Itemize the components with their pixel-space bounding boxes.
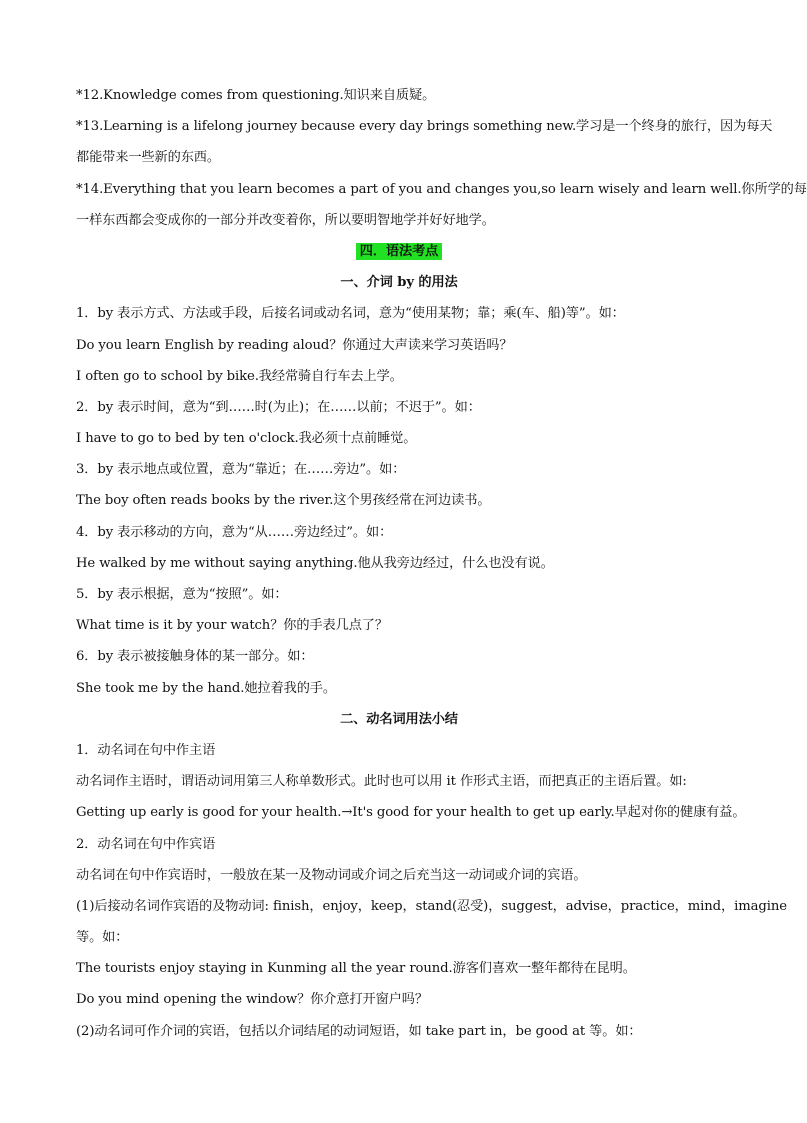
text-line: 2．动名词在句中作宾语 bbox=[76, 836, 216, 852]
section-heading-label: 四．语法考点 bbox=[356, 243, 443, 260]
text-line: 动名词作主语时，谓语动词用第三人称单数形式。此时也可以用 it 作形式主语，而把真正的主语后置。如: bbox=[76, 774, 687, 790]
text-line: Do you learn English by reading aloud？你通过大声读来学习英语吗？ bbox=[76, 337, 513, 353]
text-line: What time is it by your watch？你的手表几点了？ bbox=[76, 618, 388, 634]
text-line: (2)动名词可作介词的宾语，包括以介词结尾的动词短语，如 take part in，be good at 等。如： bbox=[76, 1023, 642, 1039]
text-line: Do you mind opening the window？你介意打开窗户吗？ bbox=[76, 992, 428, 1008]
text-line: (1)后接动名词作宾语的及物动词: finish，enjoy，keep，stand(忍受)，suggest，advise，practice，mind，imagine bbox=[76, 898, 787, 914]
text-line: 6．by 表示被接触身体的某一部分。如： bbox=[76, 649, 314, 665]
text-line: *14.Everything that you learn becomes a part of you and changes you,so learn wisely and learn well.你所学的每 bbox=[76, 181, 807, 197]
text-line: 都能带来一些新的东西。 bbox=[76, 150, 220, 166]
text-line: Getting up early is good for your health.→It's good for your health to get up early.早起对你的健康有益。 bbox=[76, 805, 746, 821]
text-line: 动名词在句中作宾语时，一般放在某一及物动词或介词之后充当这一动词或介词的宾语。 bbox=[76, 867, 587, 883]
text-line: 2．by 表示时间，意为“到……时(为止)；在……以前；不迟于”。如： bbox=[76, 399, 481, 415]
subsection-heading: 二、动名词用法小结 bbox=[340, 711, 458, 727]
text-line: I have to go to bed by ten o'clock.我必须十点前睡觉。 bbox=[76, 431, 417, 447]
text-line: 4．by 表示移动的方向，意为“从……旁边经过”。如： bbox=[76, 524, 393, 540]
subsection-heading: 一、介词 by 的用法 bbox=[340, 275, 458, 291]
text-line: *12.Knowledge comes from questioning.知识来自质疑。 bbox=[76, 88, 436, 103]
text-line: 3．by 表示地点或位置，意为“靠近；在……旁边”。如： bbox=[76, 462, 406, 478]
text-line: 1．by 表示方式、方法或手段，后接名词或动名词，意为“使用某物；靠；乘(车、船)等”。如： bbox=[76, 306, 625, 322]
text-line: 等。如： bbox=[76, 930, 129, 946]
text-line: He walked by me without saying anything.他从我旁边经过，什么也没有说。 bbox=[76, 555, 554, 571]
document-body bbox=[76, 80, 807, 1047]
text-line: She took me by the hand.她拉着我的手。 bbox=[76, 680, 336, 696]
text-line: The boy often reads books by the river.这个男孩经常在河边读书。 bbox=[76, 493, 491, 509]
text-line: The tourists enjoy staying in Kunming all the year round.游客们喜欢一整年都待在昆明。 bbox=[76, 961, 636, 977]
section-heading bbox=[76, 236, 722, 267]
text-line: *13.Learning is a lifelong journey because every day brings something new.学习是一个终身的旅行，因为每天 bbox=[76, 119, 773, 135]
text-line: 5．by 表示根据，意为“按照”。如： bbox=[76, 587, 288, 602]
text-line: 1．动名词在句中作主语 bbox=[76, 742, 216, 758]
text-line: 一样东西都会变成你的一部分并改变着你，所以要明智地学并好好地学。 bbox=[76, 212, 495, 228]
text-line: I often go to school by bike.我经常骑自行车去上学。 bbox=[76, 368, 403, 384]
